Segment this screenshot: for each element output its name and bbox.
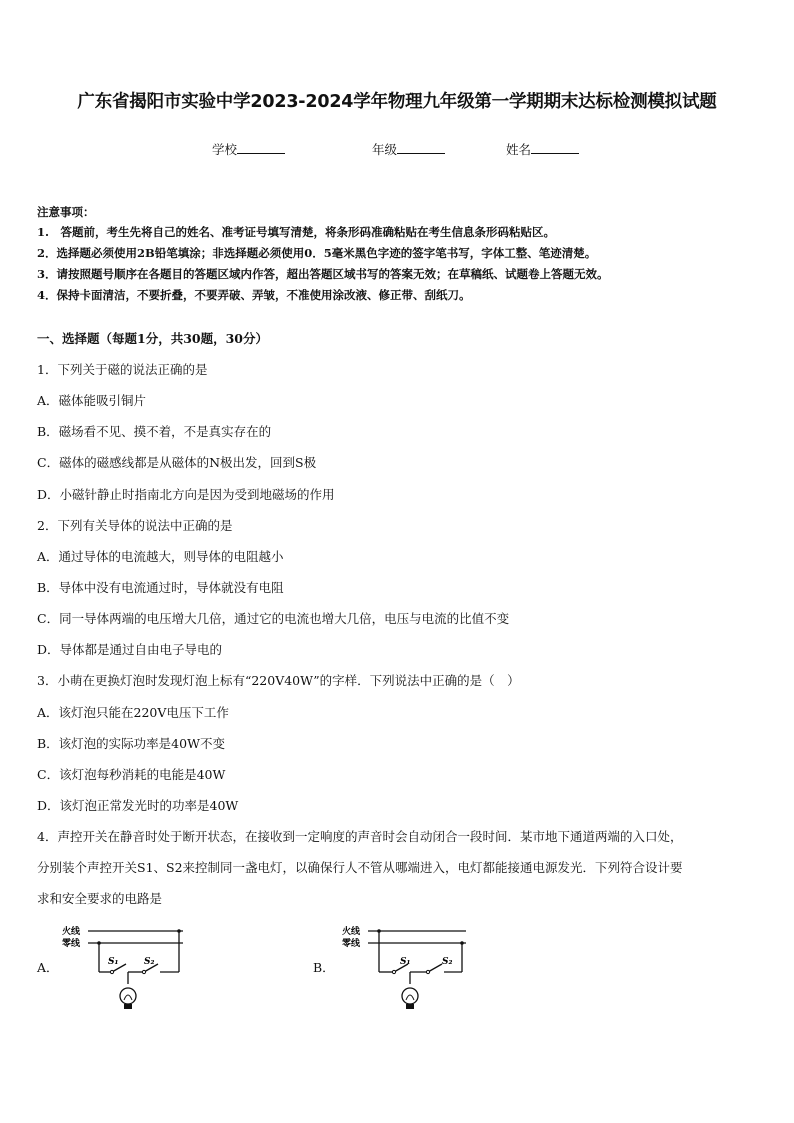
exam-title: 广东省揭阳市实验中学2023-2024学年物理九年级第一学期期末达标检测模拟试题	[77, 92, 717, 112]
switch-s2	[428, 964, 442, 972]
notice-heading: 注意事项：	[37, 205, 95, 219]
question-stem-line: 分别装个声控开关S1、S2来控制同一盏电灯，以确保行人不管从哪端进入，电灯都能接通电源发光．下列符合设计要	[37, 860, 683, 875]
lamp-base	[406, 1004, 414, 1009]
switch-contact	[110, 970, 113, 973]
lamp-icon	[402, 988, 418, 1004]
grade-blank	[397, 142, 445, 154]
grade-label: 年级	[372, 142, 398, 157]
notice-item: 2．选择题必须使用2B铅笔填涂；非选择题必须使用0．5毫米黑色字迹的签字笔书写，字体工整、笔迹清楚。	[37, 246, 597, 260]
switch-contact	[426, 970, 429, 973]
question-option: C．同一导体两端的电压增大几倍，通过它的电流也增大几倍，电压与电流的比值不变	[37, 611, 510, 626]
question-option: D．导体都是通过自由电子导电的	[37, 642, 223, 657]
school-field	[212, 140, 285, 158]
question-option: C．磁体的磁感线都是从磁体的N极出发，回到S极	[37, 455, 317, 470]
switch-contact	[142, 970, 145, 973]
school-blank	[237, 142, 285, 154]
question-option: A．该灯泡只能在220V电压下工作	[37, 705, 229, 720]
question-stem: 1．下列关于磁的说法正确的是	[37, 362, 208, 377]
live-wire-label: 火线	[62, 927, 81, 937]
lamp-base	[124, 1004, 132, 1009]
lamp-icon	[120, 988, 136, 1004]
question-option: B．磁场看不见、摸不着，不是真实存在的	[37, 424, 272, 439]
grade-field	[372, 140, 445, 158]
notice-item: 3．请按照题号顺序在各题目的答题区域内作答，超出答题区域书写的答案无效；在草稿纸、试题卷上答题无效。	[37, 267, 609, 281]
circuit-option-label: B．	[313, 960, 335, 975]
switch-s2-label: S₂	[144, 957, 155, 967]
question-stem-line: 求和安全要求的电路是	[37, 891, 163, 906]
circuit-option-label: A．	[37, 960, 59, 975]
question-stem: 3．小萌在更换灯泡时发现灯泡上标有“220V40W”的字样．下列说法中正确的是（ ）	[37, 673, 520, 688]
switch-s1-label: S₁	[400, 957, 411, 967]
question-stem: 2．下列有关导体的说法中正确的是	[37, 518, 233, 533]
question-option: A．通过导体的电流越大，则导体的电阻越小	[37, 549, 284, 564]
question-option: C．该灯泡每秒消耗的电能是40W	[37, 767, 226, 782]
name-field	[506, 140, 579, 158]
neutral-wire-label: 零线	[62, 939, 81, 949]
section-title: 一、选择题（每题1分，共30题，30分）	[37, 331, 268, 346]
switch-contact	[392, 970, 395, 973]
switch-s2-label: S₂	[442, 957, 453, 967]
neutral-wire-label: 零线	[342, 939, 361, 949]
question-option: B．该灯泡的实际功率是40W不变	[37, 736, 225, 751]
circuit-diagram-a	[58, 920, 198, 1020]
live-wire-label: 火线	[342, 927, 361, 937]
circuit-diagram-b	[338, 920, 478, 1020]
question-option: B．导体中没有电流通过时，导体就没有电阻	[37, 580, 284, 595]
switch-s1-label: S₁	[108, 957, 119, 967]
notice-item: 1. 答题前，考生先将自己的姓名、准考证号填写清楚，将条形码准确粘贴在考生信息条形码粘贴区。	[37, 225, 555, 239]
notice-item: 4．保持卡面清洁，不要折叠，不要弄破、弄皱，不准使用涂改液、修正带、刮纸刀。	[37, 288, 471, 302]
question-option: D．该灯泡正常发光时的功率是40W	[37, 798, 239, 813]
question-option: D．小磁针静止时指南北方向是因为受到地磁场的作用	[37, 487, 335, 502]
name-label: 姓名	[506, 142, 532, 157]
school-label: 学校	[212, 142, 238, 157]
question-stem-line: 4．声控开关在静音时处于断开状态，在接收到一定响度的声音时会自动闭合一段时间．某市地下通道两端的入口处，	[37, 829, 683, 844]
name-blank	[531, 142, 579, 154]
question-option: A．磁体能吸引铜片	[37, 393, 147, 408]
